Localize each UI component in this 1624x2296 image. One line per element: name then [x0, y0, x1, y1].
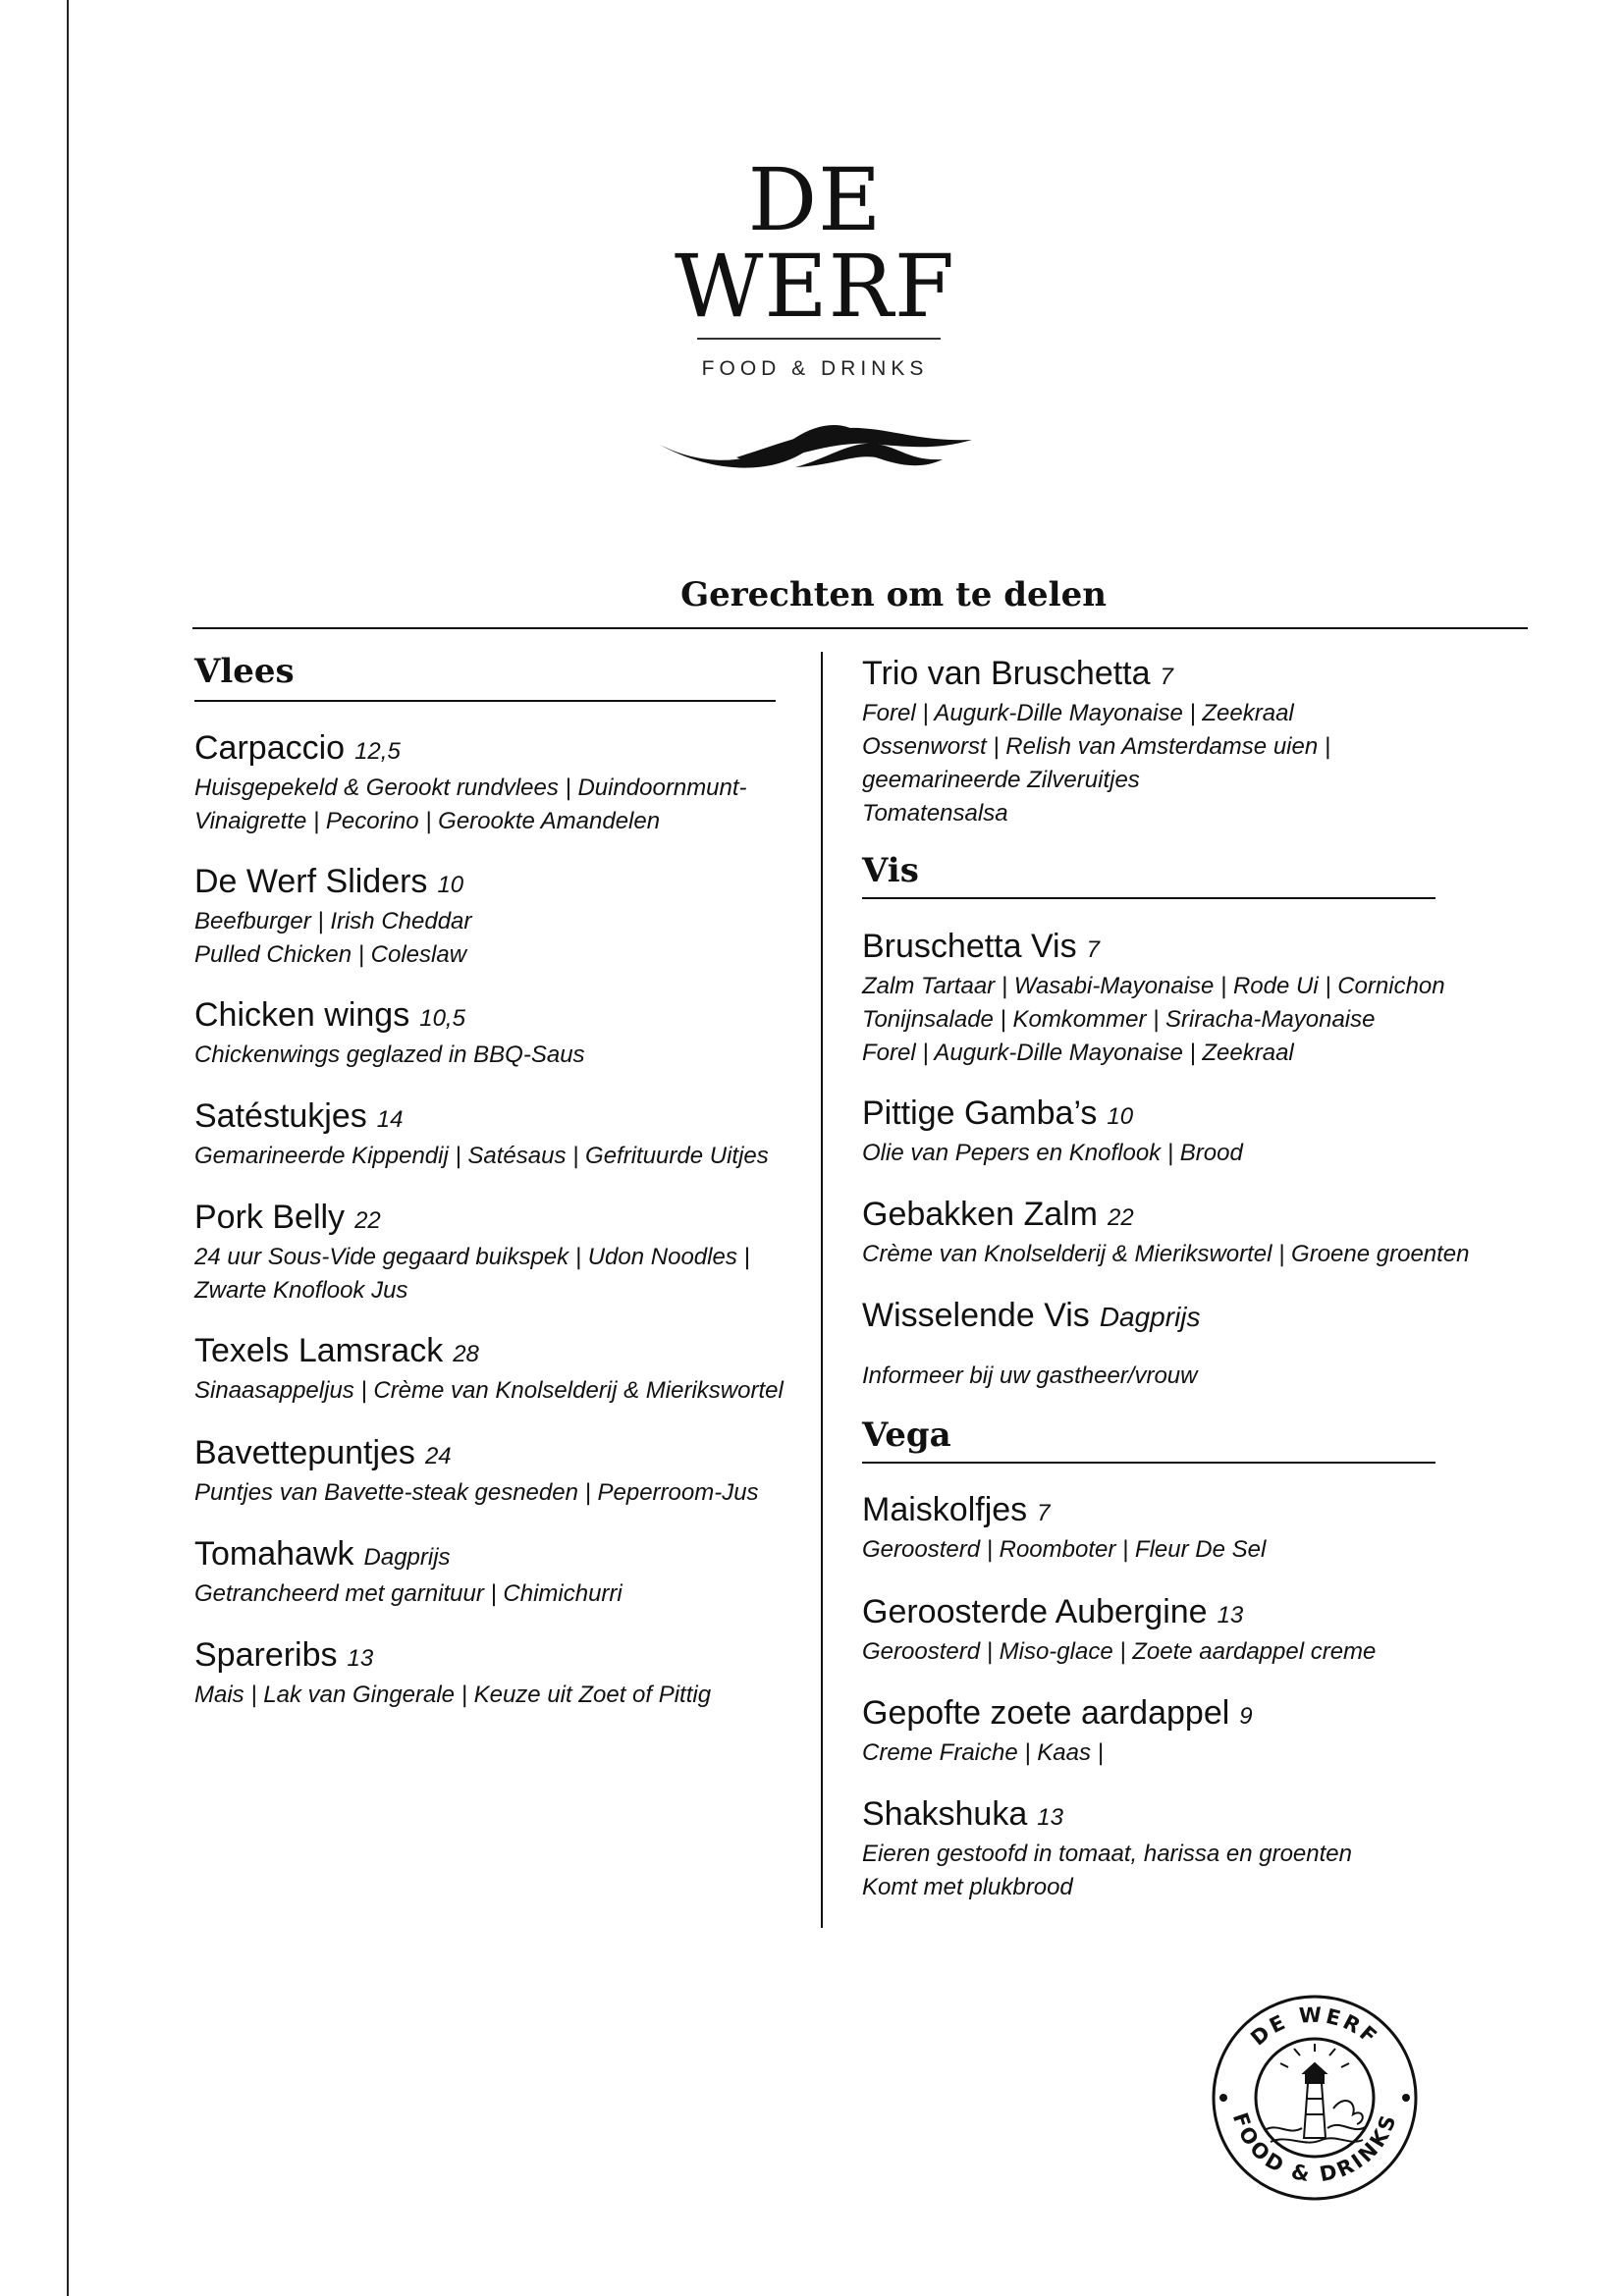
- category-vis-heading: Vis: [862, 851, 919, 890]
- page-edge-line: [67, 0, 69, 2296]
- dish-price: 24: [424, 1443, 452, 1469]
- dish-description: Beefburger | Irish Cheddar: [194, 908, 472, 934]
- dish-description: Geroosterd | Roomboter | Fleur De Sel: [862, 1536, 1267, 1563]
- dish-description: Crème van Knolselderij & Mierikswortel | Groene groenten: [862, 1241, 1470, 1267]
- logo-text-de: DE: [747, 149, 883, 250]
- dish-name: Pork Belly: [194, 1199, 346, 1236]
- dish-tomahawk: [194, 1534, 623, 1611]
- stamp-logo-icon: [1210, 1993, 1420, 2203]
- dish-wisselende-vis: [862, 1296, 1201, 1337]
- waves-icon: [648, 402, 982, 481]
- category-vega-heading: Vega: [862, 1415, 951, 1455]
- dish-bruschetta-vis: [862, 927, 1445, 1070]
- dish-price: 7: [1160, 664, 1173, 690]
- logo-tagline: FOOD & DRINKS: [701, 357, 929, 380]
- dish-gepofte-zoete-aardappel: [862, 1693, 1253, 1770]
- dish-name: Trio van Bruschetta: [862, 655, 1151, 692]
- dish-description: Ossenworst | Relish van Amsterdamse uien |: [862, 733, 1331, 760]
- dish-chicken-wings: [194, 995, 585, 1072]
- dish-price: 13: [1217, 1602, 1244, 1629]
- dish-texels-lamsrack: [194, 1331, 784, 1408]
- dish-description: Forel | Augurk-Dille Mayonaise | Zeekraal: [862, 700, 1294, 726]
- dish-name: Wisselende Vis: [862, 1297, 1090, 1334]
- dish-description: Geroosterd | Miso-glace | Zoete aardappel creme: [862, 1638, 1377, 1665]
- dish-price: 10: [1107, 1103, 1134, 1130]
- dish-description: Komt met plukbrood: [862, 1874, 1073, 1900]
- stamp-bottom-text: FOOD & DRINKS: [1227, 2109, 1402, 2187]
- dish-name: Chicken wings: [194, 996, 410, 1034]
- dish-name: Pittige Gamba’s: [862, 1095, 1098, 1132]
- dish-description: Eieren gestoofd in tomaat, harissa en groenten: [862, 1841, 1352, 1867]
- dish-description: 24 uur Sous-Vide gegaard buikspek | Udon Noodles |: [194, 1244, 750, 1270]
- dish-price: Dagprijs: [1099, 1302, 1201, 1332]
- category-vlees-underline: [194, 700, 776, 702]
- dish-description: Sinaasappeljus | Crème van Knolselderij & Mierikswortel: [194, 1377, 784, 1404]
- dish-price: Dagprijs: [363, 1544, 451, 1571]
- dish-description: Tomatensalsa: [862, 800, 1008, 827]
- stamp-top-text: DE WERF: [1246, 2002, 1383, 2051]
- dish-name: Spareribs: [194, 1636, 338, 1674]
- dish-price: 22: [1108, 1204, 1134, 1231]
- dish-de-werf-sliders: [194, 862, 471, 972]
- dish-description: Mais | Lak van Gingerale | Keuze uit Zoet of Pittig: [194, 1682, 712, 1708]
- logo-text-werf: WERF: [674, 236, 955, 337]
- dish-name: De Werf Sliders: [194, 863, 428, 900]
- dish-description: Puntjes van Bavette-steak gesneden | Peperroom-Jus: [194, 1479, 759, 1506]
- category-vega-underline: [862, 1462, 1435, 1464]
- dish-description: Tonijnsalade | Komkommer | Sriracha-Mayonaise: [862, 1006, 1376, 1033]
- dish-description: Creme Fraiche | Kaas |: [862, 1739, 1104, 1766]
- column-divider: [821, 652, 823, 1928]
- dish-name: Bruschetta Vis: [862, 928, 1077, 965]
- menu-section-title: Gerechten om te delen: [680, 575, 1107, 614]
- dish-geroosterde-aubergine: [862, 1592, 1376, 1669]
- dish-price: 10,5: [419, 1005, 465, 1032]
- dish-description: Forel | Augurk-Dille Mayonaise | Zeekraal: [862, 1040, 1294, 1066]
- dish-name: Satéstukjes: [194, 1097, 367, 1135]
- dish-description: Gemarineerde Kippendij | Satésaus | Gefrituurde Uitjes: [194, 1143, 769, 1169]
- dish-note: Informeer bij uw gastheer/vrouw: [862, 1362, 1198, 1389]
- dish-trio-van-bruschetta: [862, 654, 1330, 830]
- dish-description: geemarineerde Zilveruitjes: [862, 767, 1140, 793]
- dish-price: 22: [354, 1207, 381, 1234]
- dish-price: 12,5: [354, 738, 401, 765]
- logo-divider: [697, 338, 941, 340]
- dish-price: 9: [1239, 1703, 1253, 1730]
- category-vis-underline: [862, 897, 1435, 899]
- dish-name: Texels Lamsrack: [194, 1332, 444, 1369]
- category-vlees-heading: Vlees: [194, 652, 295, 691]
- dish-description: Pulled Chicken | Coleslaw: [194, 941, 467, 968]
- dish-carpaccio: [194, 728, 747, 838]
- dish-description: Huisgepekeld & Gerookt rundvlees | Duindoornmunt-: [194, 774, 747, 801]
- dish-description: Zalm Tartaar | Wasabi-Mayonaise | Rode Ui | Cornichon: [862, 973, 1445, 999]
- dish-description: Zwarte Knoflook Jus: [194, 1277, 408, 1304]
- dish-price: 28: [453, 1341, 479, 1367]
- dish-description: Getrancheerd met garnituur | Chimichurri: [194, 1580, 623, 1607]
- dish-maiskolfjes: [862, 1490, 1266, 1567]
- dish-name: Maiskolfjes: [862, 1491, 1028, 1528]
- dish-pork-belly: [194, 1198, 750, 1308]
- dish-spareribs: [194, 1635, 711, 1712]
- dish-name: Gepofte zoete aardappel: [862, 1694, 1230, 1732]
- dish-description: Olie van Pepers en Knoflook | Brood: [862, 1140, 1243, 1166]
- dish-name: Tomahawk: [194, 1535, 354, 1573]
- dish-pittige-gambas: [862, 1094, 1243, 1170]
- dish-name: Shakshuka: [862, 1795, 1028, 1833]
- title-underline: [192, 627, 1528, 629]
- dish-price: 14: [376, 1106, 404, 1133]
- dish-description: Vinaigrette | Pecorino | Gerookte Amandelen: [194, 808, 661, 834]
- dish-bavettepuntjes: [194, 1433, 759, 1510]
- dish-name: Carpaccio: [194, 729, 346, 767]
- dish-shakshuka: [862, 1794, 1352, 1904]
- dish-satestukjes: [194, 1096, 769, 1173]
- dish-price: 13: [347, 1645, 374, 1672]
- dish-price: 7: [1037, 1500, 1051, 1526]
- dish-price: 13: [1037, 1804, 1063, 1831]
- dish-name: Bavettepuntjes: [194, 1434, 415, 1471]
- dish-gebakken-zalm: [862, 1195, 1470, 1271]
- dish-name: Geroosterde Aubergine: [862, 1593, 1208, 1630]
- dish-price: 10: [437, 872, 464, 898]
- dish-description: Chickenwings geglazed in BBQ-Saus: [194, 1041, 585, 1068]
- dish-name: Gebakken Zalm: [862, 1196, 1098, 1233]
- dish-price: 7: [1086, 936, 1100, 963]
